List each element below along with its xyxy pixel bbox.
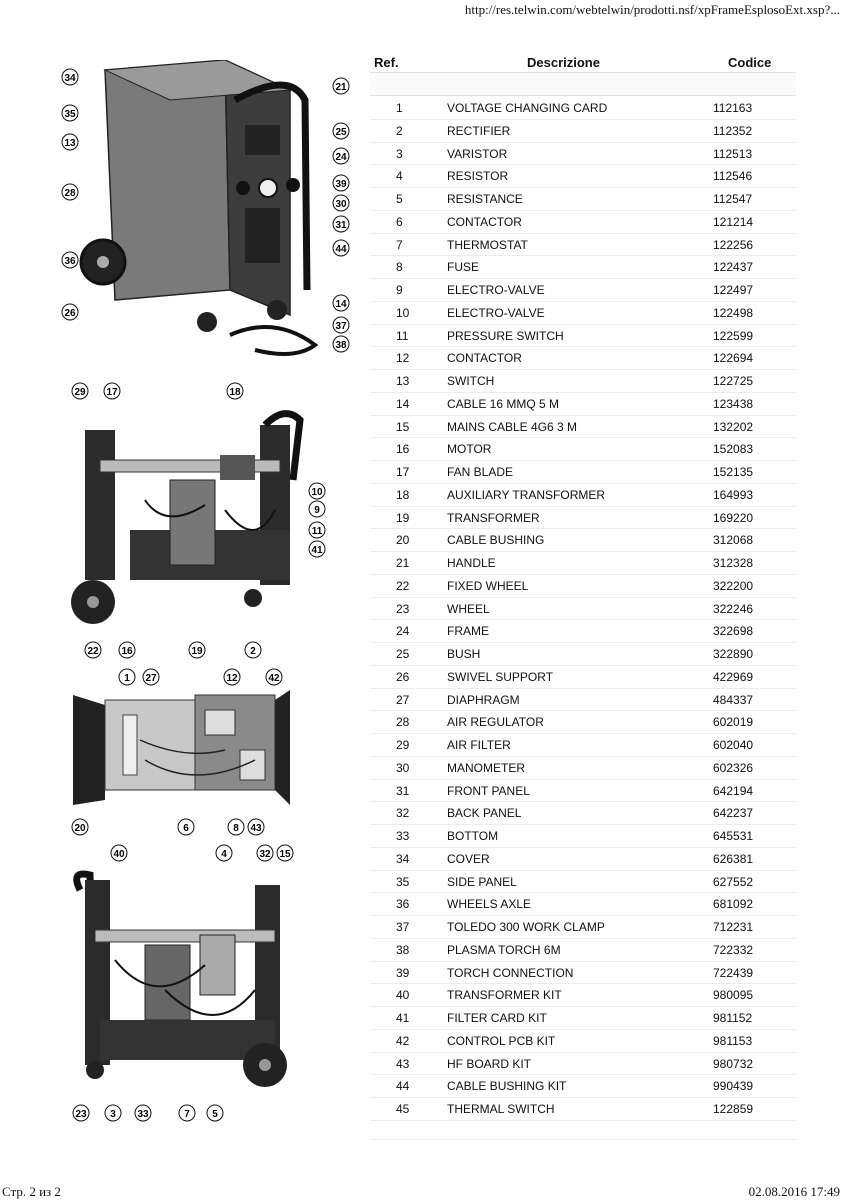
row-ref: 24 [396, 624, 410, 639]
row-code: 122725 [713, 374, 754, 388]
row-ref: 30 [396, 760, 410, 775]
svg-text:44: 44 [335, 244, 347, 255]
row-code: 722332 [713, 942, 754, 957]
row-code: 122599 [713, 328, 754, 343]
row-ref: 38 [396, 942, 410, 957]
svg-text:38: 38 [335, 340, 347, 351]
row-code: 645531 [713, 829, 754, 843]
table-row [370, 1098, 796, 1121]
table-row [370, 848, 796, 871]
figure-internal-side-view [71, 383, 325, 658]
row-ref: 21 [396, 556, 410, 570]
page-number: Стр. 2 из 2 [2, 1184, 61, 1199]
row-code: 322246 [713, 601, 754, 616]
svg-text:23: 23 [75, 1109, 87, 1120]
row-description: SIDE PANEL [447, 874, 517, 889]
table-row [370, 689, 796, 712]
svg-text:7: 7 [184, 1109, 190, 1120]
row-description: CABLE BUSHING KIT [447, 1079, 567, 1094]
row-code: 642194 [713, 783, 754, 798]
exploded-view-diagrams [55, 60, 365, 1140]
svg-text:14: 14 [335, 299, 347, 310]
row-description: MAINS CABLE 4G6 3 M [447, 419, 578, 434]
svg-text:43: 43 [250, 823, 262, 834]
svg-text:25: 25 [335, 127, 347, 138]
svg-text:9: 9 [314, 505, 320, 516]
row-code: 712231 [713, 920, 754, 934]
svg-text:21: 21 [335, 82, 347, 93]
svg-text:30: 30 [335, 199, 347, 210]
row-ref: 19 [396, 510, 410, 525]
svg-text:41: 41 [311, 545, 323, 556]
table-row [370, 598, 796, 621]
row-code: 602040 [713, 738, 754, 752]
row-ref: 39 [396, 965, 410, 980]
svg-text:39: 39 [335, 179, 347, 190]
row-ref: 44 [396, 1079, 410, 1094]
row-description: CONTROL PCB KIT [447, 1033, 556, 1048]
svg-text:36: 36 [64, 256, 76, 267]
row-code: 164993 [713, 487, 754, 502]
row-ref: 11 [396, 328, 409, 343]
row-ref: 31 [396, 783, 410, 798]
svg-text:1: 1 [124, 673, 130, 684]
row-code: 642237 [713, 806, 754, 821]
row-ref: 41 [396, 1011, 410, 1025]
svg-text:42: 42 [268, 673, 280, 684]
row-ref: 27 [396, 692, 410, 707]
row-ref: 22 [396, 578, 410, 593]
row-description: CABLE 16 MMQ 5 M [447, 396, 560, 411]
row-code: 322890 [713, 647, 754, 661]
row-ref: 20 [396, 533, 410, 548]
page-url: http://res.telwin.com/webtelwin/prodotti.nsf/xpFrameEsplosoExt.xsp?... [464, 2, 840, 17]
row-description: DIAPHRAGM [447, 692, 520, 707]
row-description: SWIVEL SUPPORT [447, 669, 554, 684]
row-description: HF BOARD KIT [447, 1056, 532, 1071]
svg-text:19: 19 [191, 646, 203, 657]
row-code: 312328 [713, 556, 754, 570]
row-ref: 10 [396, 305, 410, 320]
row-description: CONTACTOR [447, 214, 522, 229]
row-ref: 16 [396, 442, 410, 457]
table-row [370, 302, 796, 325]
svg-text:31: 31 [335, 220, 347, 231]
row-ref: 25 [396, 647, 410, 661]
table-row [370, 1030, 796, 1053]
figure-assembled-machine [62, 60, 349, 354]
table-row [370, 416, 796, 439]
row-ref: 23 [396, 601, 410, 616]
table-row [370, 484, 796, 507]
table-row [370, 893, 796, 916]
table-row [370, 234, 796, 257]
svg-text:15: 15 [279, 849, 291, 860]
table-row [370, 962, 796, 985]
row-ref: 12 [396, 351, 410, 366]
row-ref: 15 [396, 419, 410, 434]
svg-text:29: 29 [74, 387, 86, 398]
row-ref: 26 [396, 669, 410, 684]
svg-text:8: 8 [233, 823, 239, 834]
row-ref: 40 [396, 988, 410, 1003]
row-description: FUSE [447, 260, 480, 275]
row-ref: 7 [396, 237, 403, 252]
row-description: FAN BLADE [447, 465, 514, 479]
row-code: 626381 [713, 851, 754, 866]
row-code: 312068 [713, 533, 754, 548]
row-ref: 6 [396, 214, 403, 229]
row-ref: 33 [396, 829, 410, 843]
row-description: SWITCH [447, 374, 495, 388]
table-row [370, 507, 796, 530]
row-description: TRANSFORMER KIT [447, 988, 562, 1003]
row-description: VARISTOR [447, 146, 508, 161]
svg-text:18: 18 [229, 387, 241, 398]
row-code: 123438 [713, 396, 754, 411]
table-row [370, 120, 796, 143]
svg-text:20: 20 [74, 823, 86, 834]
table-row [370, 984, 796, 1007]
row-ref: 45 [396, 1102, 410, 1116]
table-row [370, 552, 796, 575]
row-code: 122497 [713, 283, 754, 297]
row-code: 122859 [713, 1102, 754, 1116]
svg-text:2: 2 [250, 646, 256, 657]
row-ref: 4 [396, 169, 403, 184]
table-row [370, 529, 796, 552]
table-row [370, 666, 796, 689]
row-code: 602326 [713, 760, 754, 775]
svg-text:16: 16 [121, 646, 133, 657]
table-row [370, 825, 796, 848]
row-description: AUXILIARY TRANSFORMER [447, 487, 606, 502]
table-row [370, 279, 796, 302]
row-ref: 29 [396, 738, 410, 752]
table-row [370, 165, 796, 188]
row-code: 122498 [713, 305, 754, 320]
row-code: 122256 [713, 237, 754, 252]
svg-text:26: 26 [64, 308, 76, 319]
table-row [370, 1007, 796, 1030]
row-description: THERMOSTAT [447, 237, 528, 252]
table-row [370, 188, 796, 211]
svg-text:5: 5 [212, 1109, 218, 1120]
row-code: 122694 [713, 351, 754, 366]
row-description: COVER [447, 851, 490, 866]
svg-text:12: 12 [226, 673, 238, 684]
row-description: FILTER CARD KIT [447, 1011, 547, 1025]
table-row [370, 1075, 796, 1098]
row-code: 152135 [713, 465, 754, 479]
row-description: ELECTRO-VALVE [447, 305, 545, 320]
svg-text:24: 24 [335, 152, 347, 163]
row-code: 484337 [713, 692, 754, 707]
parts-table [370, 52, 796, 1140]
row-code: 980732 [713, 1056, 754, 1071]
row-ref: 37 [396, 920, 410, 934]
row-code: 322200 [713, 578, 754, 593]
svg-text:11: 11 [311, 526, 323, 537]
row-code: 132202 [713, 419, 754, 434]
table-row [370, 347, 796, 370]
row-ref: 42 [396, 1033, 410, 1048]
table-row [370, 438, 796, 461]
row-description: VOLTAGE CHANGING CARD [447, 101, 608, 115]
print-datetime: 02.08.2016 17:49 [748, 1184, 840, 1199]
svg-text:28: 28 [64, 188, 76, 199]
table-row [370, 393, 796, 416]
table-row [370, 711, 796, 734]
row-ref: 17 [396, 465, 410, 479]
row-description: MANOMETER [447, 760, 525, 775]
row-description: HANDLE [447, 556, 496, 570]
svg-text:27: 27 [145, 673, 157, 684]
row-code: 990439 [713, 1079, 754, 1094]
row-description: PRESSURE SWITCH [447, 328, 564, 343]
row-code: 122437 [713, 260, 754, 275]
row-ref: 1 [396, 101, 403, 115]
svg-text:4: 4 [221, 849, 227, 860]
row-code: 152083 [713, 442, 754, 457]
svg-text:17: 17 [106, 387, 118, 398]
table-row [370, 256, 796, 279]
row-code: 121214 [713, 214, 754, 229]
row-description: MOTOR [447, 442, 492, 457]
row-code: 627552 [713, 874, 754, 889]
table-row [370, 143, 796, 166]
row-description: AIR FILTER [447, 738, 511, 752]
row-ref: 8 [396, 260, 403, 275]
row-code: 422969 [713, 669, 754, 684]
row-ref: 9 [396, 283, 403, 297]
svg-text:40: 40 [113, 849, 125, 860]
row-ref: 28 [396, 715, 410, 730]
row-ref: 43 [396, 1056, 410, 1071]
row-code: 981153 [713, 1033, 753, 1048]
row-description: RESISTOR [447, 169, 509, 184]
row-code: 322698 [713, 624, 754, 639]
header-ref: Ref. [374, 55, 399, 70]
row-description: AIR REGULATOR [447, 715, 544, 730]
table-row [370, 916, 796, 939]
row-description: TOLEDO 300 WORK CLAMP [447, 920, 605, 934]
row-code: 169220 [713, 510, 754, 525]
table-row [370, 802, 796, 825]
row-description: FIXED WHEEL [447, 578, 529, 593]
row-code: 681092 [713, 897, 754, 912]
row-description: ELECTRO-VALVE [447, 283, 545, 297]
row-code: 112352 [713, 123, 753, 138]
row-description: WHEELS AXLE [447, 897, 532, 912]
row-description: FRONT PANEL [447, 783, 530, 798]
svg-text:22: 22 [87, 646, 99, 657]
row-ref: 34 [396, 851, 410, 866]
svg-text:13: 13 [64, 138, 76, 149]
table-row [370, 461, 796, 484]
header-description: Descrizione [527, 55, 600, 70]
row-code: 112547 [713, 192, 753, 206]
row-description: BUSH [447, 647, 481, 661]
row-code: 602019 [713, 715, 754, 730]
row-description: RECTIFIER [447, 123, 511, 138]
row-ref: 35 [396, 874, 410, 889]
svg-text:3: 3 [110, 1109, 116, 1120]
row-description: RESISTANCE [447, 192, 523, 206]
row-description: PLASMA TORCH 6M [447, 942, 561, 957]
row-code: 112513 [713, 146, 753, 161]
table-header [370, 52, 796, 72]
header-code: Codice [728, 55, 772, 70]
row-ref: 2 [396, 123, 403, 138]
row-ref: 5 [396, 192, 403, 206]
table-tail [370, 1121, 796, 1140]
table-header-spacer [370, 72, 796, 96]
figure-front-panel-open [72, 669, 290, 835]
row-code: 980095 [713, 988, 754, 1003]
row-description: THERMAL SWITCH [447, 1102, 555, 1116]
row-code: 112546 [713, 169, 753, 184]
svg-text:35: 35 [64, 109, 76, 120]
row-description: BACK PANEL [447, 806, 522, 821]
table-row [370, 780, 796, 803]
table-row [370, 211, 796, 234]
row-description: TORCH CONNECTION [447, 965, 574, 980]
table-row [370, 643, 796, 666]
row-code: 981152 [713, 1011, 753, 1025]
svg-text:6: 6 [183, 823, 189, 834]
svg-text:32: 32 [259, 849, 271, 860]
row-ref: 13 [396, 374, 410, 388]
figure-rear-internal-view [73, 845, 293, 1121]
table-row [370, 871, 796, 894]
svg-text:37: 37 [335, 321, 347, 332]
row-code: 112163 [713, 101, 753, 115]
row-description: WHEEL [447, 601, 490, 616]
row-description: CONTACTOR [447, 351, 522, 366]
table-row [370, 325, 796, 348]
svg-text:33: 33 [137, 1109, 149, 1120]
row-ref: 18 [396, 487, 410, 502]
table-row [370, 757, 796, 780]
svg-text:10: 10 [311, 487, 323, 498]
table-row [370, 97, 796, 120]
row-description: FRAME [447, 624, 489, 639]
table-row [370, 620, 796, 643]
row-ref: 36 [396, 897, 410, 912]
table-row [370, 734, 796, 757]
row-code: 722439 [713, 965, 754, 980]
table-row [370, 939, 796, 962]
row-ref: 3 [396, 146, 403, 161]
table-row [370, 1053, 796, 1076]
table-row [370, 370, 796, 393]
row-ref: 32 [396, 806, 410, 821]
row-description: CABLE BUSHING [447, 533, 545, 548]
row-description: TRANSFORMER [447, 510, 540, 525]
svg-text:34: 34 [64, 73, 76, 84]
row-description: BOTTOM [447, 829, 499, 843]
table-body [370, 97, 796, 1121]
row-ref: 14 [396, 396, 410, 411]
table-row [370, 575, 796, 598]
